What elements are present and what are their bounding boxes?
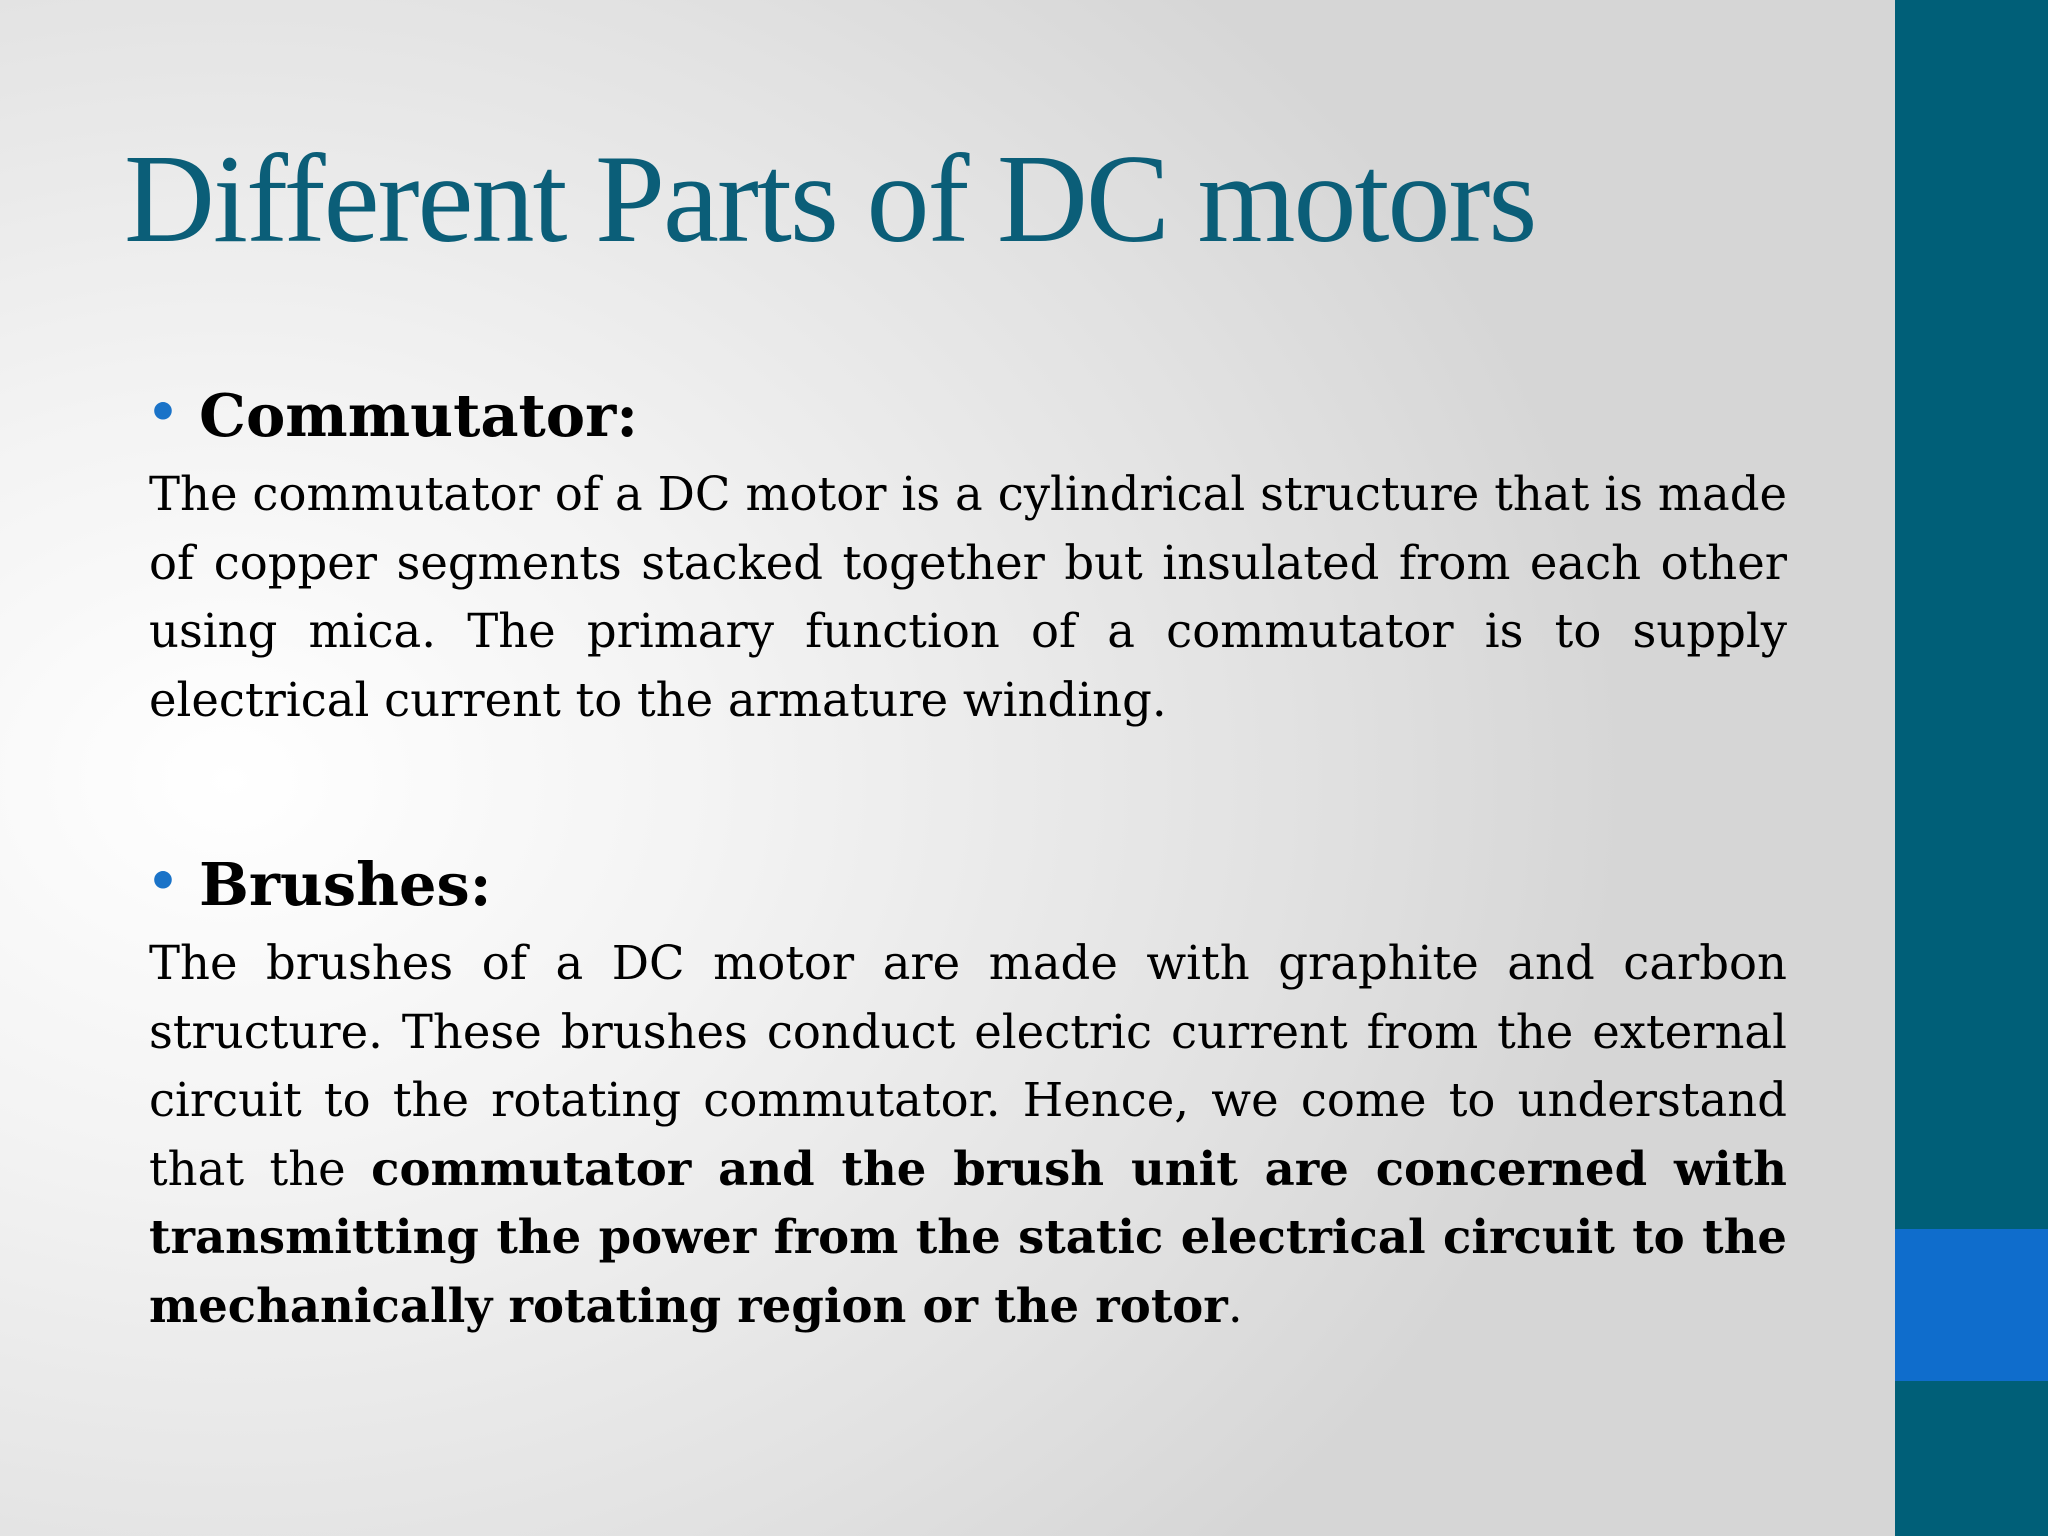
- bullet-heading-text: Commutator:: [199, 381, 639, 450]
- section-paragraph: [149, 929, 1787, 1340]
- paragraph-plain-text: The brushes of a DC motor are made with graphite and carbon structure. These brushes conduct electric current from the external circuit to the rotating commutator. Hence, we come to understand that the: [149, 936, 1787, 1196]
- paragraph-bold-text: commutator and the brush unit are concerned with transmitting the power from the static electrical circuit to the mechanically rotating region or the rotor: [149, 1140, 1787, 1333]
- bullet-heading-text: Brushes:: [199, 850, 492, 919]
- side-decoration-accent: [1895, 1229, 2048, 1381]
- bullet-heading: [149, 841, 1787, 929]
- bullet-heading: [149, 372, 1787, 460]
- bullet-dot-icon: •: [147, 851, 179, 910]
- slide-content: [149, 372, 1787, 1340]
- section-commutator: [149, 372, 1787, 734]
- section-paragraph: The commutator of a DC motor is a cylindrical structure that is made of copper segments stacked together but insulated from each other using mica. The primary function of a commutator is to supply electrical current to the armature winding.: [149, 467, 1787, 727]
- slide-title: Different Parts of DC motors: [124, 130, 1536, 269]
- section-brushes: [149, 841, 1787, 1340]
- paragraph-end-text: .: [1227, 1278, 1243, 1333]
- bullet-dot-icon: •: [147, 382, 179, 441]
